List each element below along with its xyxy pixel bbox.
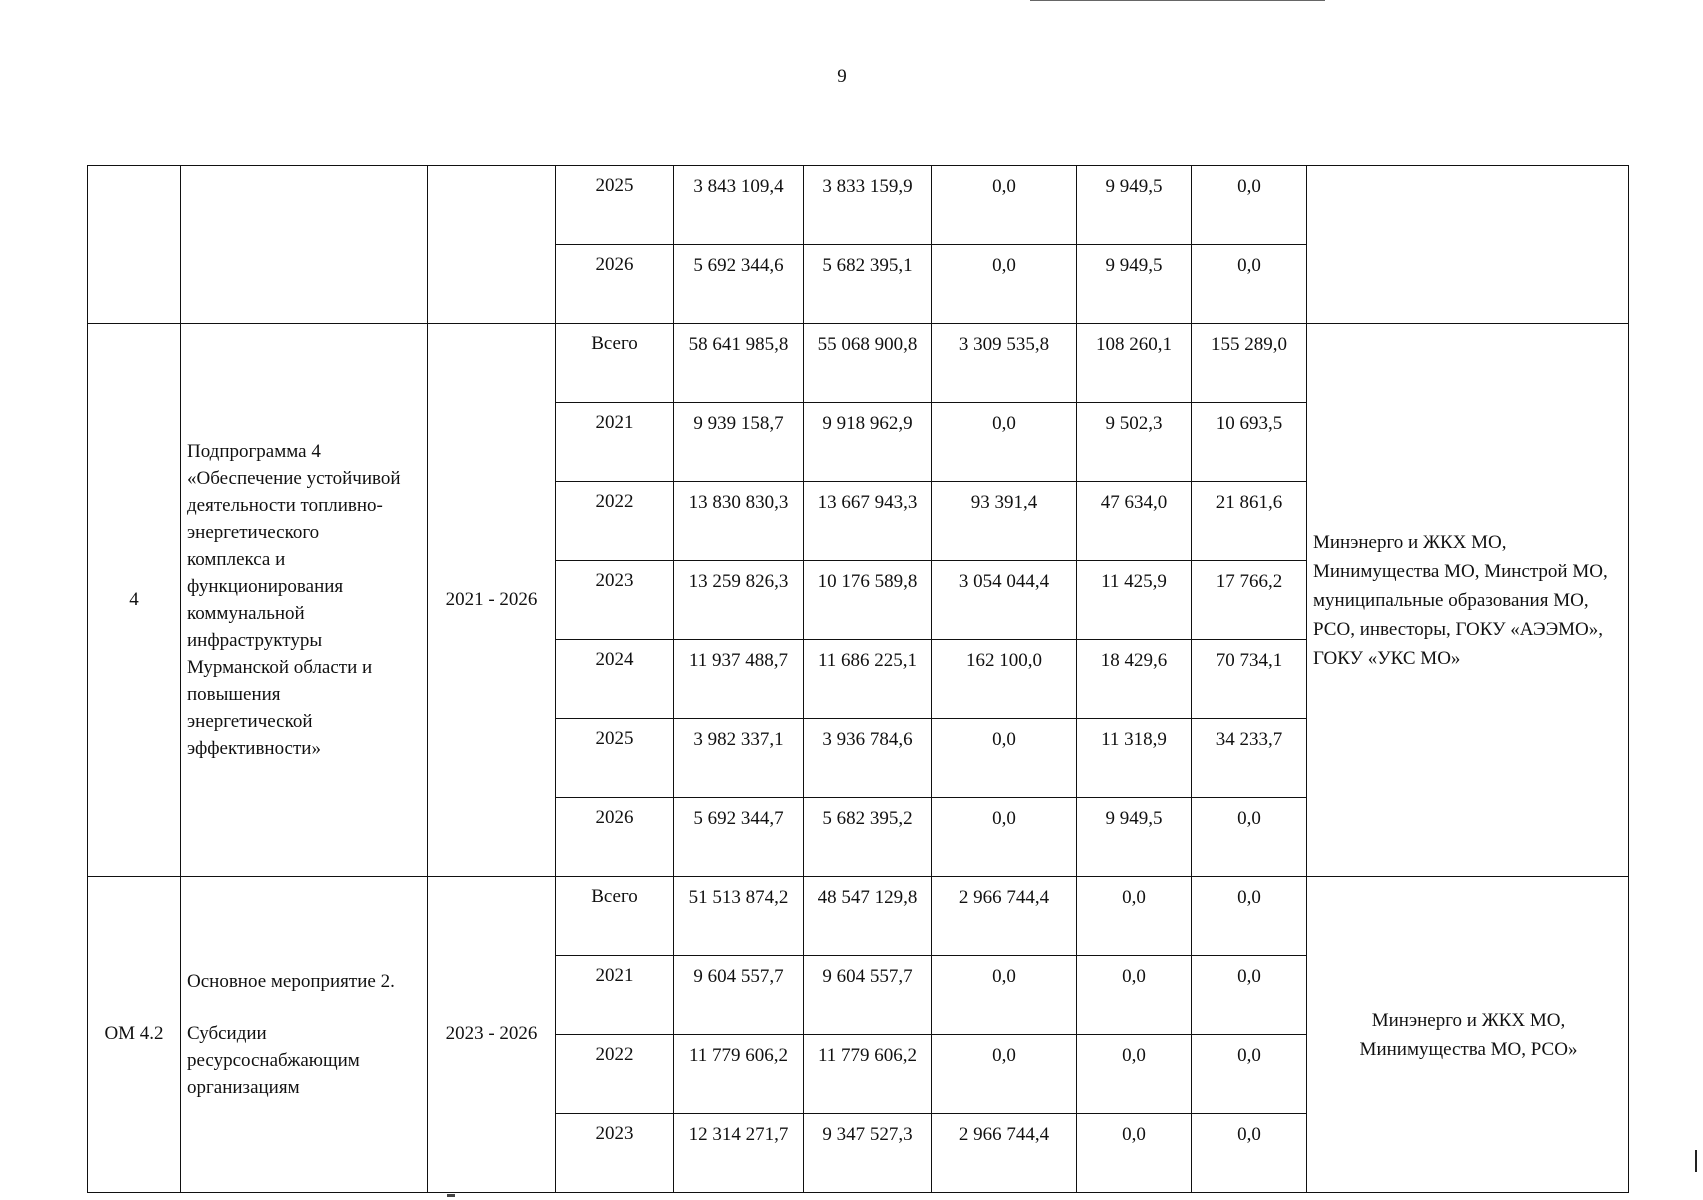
other-sources-cell: 0,0	[1192, 1114, 1307, 1193]
item-name-line: повышения	[187, 684, 281, 705]
item-id-cell: 4	[88, 324, 181, 877]
year-cell: 2024	[556, 640, 674, 719]
item-name-line: ресурсоснабжающим	[187, 1050, 360, 1071]
executors-cell: Минэнерго и ЖКХ МО, Минимущества МО, Минстрой МО, муниципальные образования МО, РСО, инвесторы, ГОКУ «АЭЭМО», ГОКУ «УКС МО»	[1307, 324, 1629, 877]
period-cell: 2021 - 2026	[428, 324, 556, 877]
regional-budget-cell: 9 347 527,3	[804, 1114, 932, 1193]
federal-budget-cell: 0,0	[932, 245, 1077, 324]
other-sources-cell: 70 734,1	[1192, 640, 1307, 719]
empty-period-cell	[428, 166, 556, 324]
item-name-line: комплекса и	[187, 549, 286, 570]
local-budget-cell: 9 949,5	[1077, 798, 1192, 877]
federal-budget-cell: 0,0	[932, 956, 1077, 1035]
item-name-line: деятельности топливно-	[187, 495, 383, 516]
year-cell: 2022	[556, 1035, 674, 1114]
scan-foot-mark	[447, 1194, 455, 1197]
item-id-cell: ОМ 4.2	[88, 877, 181, 1193]
total-cell: 3 843 109,4	[674, 166, 804, 245]
other-sources-cell: 0,0	[1192, 245, 1307, 324]
scan-edge-mark	[1695, 1150, 1697, 1172]
regional-budget-cell: 9 604 557,7	[804, 956, 932, 1035]
total-cell: 13 259 826,3	[674, 561, 804, 640]
other-sources-cell: 0,0	[1192, 798, 1307, 877]
item-name-line: Основное мероприятие 2.	[187, 971, 395, 992]
other-sources-cell: 0,0	[1192, 956, 1307, 1035]
regional-budget-cell: 55 068 900,8	[804, 324, 932, 403]
item-name-line: функционирования	[187, 576, 344, 597]
other-sources-cell: 17 766,2	[1192, 561, 1307, 640]
regional-budget-cell: 3 833 159,9	[804, 166, 932, 245]
year-cell: Всего	[556, 324, 674, 403]
local-budget-cell: 11 425,9	[1077, 561, 1192, 640]
total-cell: 51 513 874,2	[674, 877, 804, 956]
local-budget-cell: 9 949,5	[1077, 245, 1192, 324]
regional-budget-cell: 11 779 606,2	[804, 1035, 932, 1114]
year-cell: 2023	[556, 561, 674, 640]
regional-budget-cell: 5 682 395,2	[804, 798, 932, 877]
federal-budget-cell: 162 100,0	[932, 640, 1077, 719]
federal-budget-cell: 0,0	[932, 798, 1077, 877]
year-cell: 2021	[556, 403, 674, 482]
other-sources-cell: 10 693,5	[1192, 403, 1307, 482]
item-name-line: эффективности»	[187, 738, 321, 759]
local-budget-cell: 0,0	[1077, 956, 1192, 1035]
federal-budget-cell: 3 054 044,4	[932, 561, 1077, 640]
table-row	[88, 877, 1629, 956]
federal-budget-cell: 2 966 744,4	[932, 877, 1077, 956]
local-budget-cell: 47 634,0	[1077, 482, 1192, 561]
federal-budget-cell: 0,0	[932, 166, 1077, 245]
item-name-line: Мурманской области и	[187, 657, 373, 678]
total-cell: 5 692 344,7	[674, 798, 804, 877]
total-cell: 58 641 985,8	[674, 324, 804, 403]
item-name-line: инфраструктуры	[187, 630, 323, 651]
local-budget-cell: 11 318,9	[1077, 719, 1192, 798]
year-cell: 2022	[556, 482, 674, 561]
total-cell: 11 779 606,2	[674, 1035, 804, 1114]
item-name-cell	[181, 877, 428, 1193]
year-cell: 2023	[556, 1114, 674, 1193]
local-budget-cell: 0,0	[1077, 877, 1192, 956]
total-cell: 11 937 488,7	[674, 640, 804, 719]
other-sources-cell: 0,0	[1192, 877, 1307, 956]
executors-line: Минэнерго и ЖКХ МО,	[1371, 1009, 1566, 1031]
year-cell: 2025	[556, 719, 674, 798]
other-sources-cell: 34 233,7	[1192, 719, 1307, 798]
total-cell: 5 692 344,6	[674, 245, 804, 324]
page-number: 9	[837, 66, 847, 87]
empty-executor-cell	[1307, 166, 1629, 324]
local-budget-cell: 108 260,1	[1077, 324, 1192, 403]
budget-table	[87, 165, 1629, 1193]
total-cell: 9 604 557,7	[674, 956, 804, 1035]
year-cell: 2021	[556, 956, 674, 1035]
other-sources-cell: 21 861,6	[1192, 482, 1307, 561]
local-budget-cell: 9 502,3	[1077, 403, 1192, 482]
executors-line: Минимущества МО, РСО»	[1359, 1038, 1578, 1060]
top-rule	[1030, 0, 1325, 2]
name-spacer	[187, 995, 423, 1020]
year-cell: 2025	[556, 166, 674, 245]
year-cell: 2026	[556, 245, 674, 324]
empty-name-cell	[181, 166, 428, 324]
federal-budget-cell: 0,0	[932, 1035, 1077, 1114]
total-cell: 12 314 271,7	[674, 1114, 804, 1193]
regional-budget-cell: 11 686 225,1	[804, 640, 932, 719]
year-cell: Всего	[556, 877, 674, 956]
local-budget-cell: 0,0	[1077, 1035, 1192, 1114]
federal-budget-cell: 93 391,4	[932, 482, 1077, 561]
period-cell: 2023 - 2026	[428, 877, 556, 1193]
item-name-line: Подпрограмма 4	[187, 441, 321, 462]
item-name-line: «Обеспечение устойчивой	[187, 468, 401, 489]
table-row	[88, 166, 1629, 245]
federal-budget-cell: 0,0	[932, 719, 1077, 798]
item-name-line: организациям	[187, 1077, 300, 1098]
table-row	[88, 324, 1629, 403]
total-cell: 13 830 830,3	[674, 482, 804, 561]
regional-budget-cell: 9 918 962,9	[804, 403, 932, 482]
total-cell: 3 982 337,1	[674, 719, 804, 798]
other-sources-cell: 155 289,0	[1192, 324, 1307, 403]
total-cell: 9 939 158,7	[674, 403, 804, 482]
other-sources-cell: 0,0	[1192, 1035, 1307, 1114]
regional-budget-cell: 3 936 784,6	[804, 719, 932, 798]
executors-cell	[1307, 877, 1629, 1193]
federal-budget-cell: 0,0	[932, 403, 1077, 482]
local-budget-cell: 0,0	[1077, 1114, 1192, 1193]
regional-budget-cell: 5 682 395,1	[804, 245, 932, 324]
item-name-line: коммунальной	[187, 603, 305, 624]
item-name-line: энергетического	[187, 522, 320, 543]
federal-budget-cell: 2 966 744,4	[932, 1114, 1077, 1193]
local-budget-cell: 18 429,6	[1077, 640, 1192, 719]
local-budget-cell: 9 949,5	[1077, 166, 1192, 245]
regional-budget-cell: 13 667 943,3	[804, 482, 932, 561]
other-sources-cell: 0,0	[1192, 166, 1307, 245]
item-name-line: Субсидии	[187, 1023, 267, 1044]
item-name-line: энергетической	[187, 711, 313, 732]
item-name-cell	[181, 324, 428, 877]
regional-budget-cell: 10 176 589,8	[804, 561, 932, 640]
empty-id-cell	[88, 166, 181, 324]
regional-budget-cell: 48 547 129,8	[804, 877, 932, 956]
federal-budget-cell: 3 309 535,8	[932, 324, 1077, 403]
year-cell: 2026	[556, 798, 674, 877]
